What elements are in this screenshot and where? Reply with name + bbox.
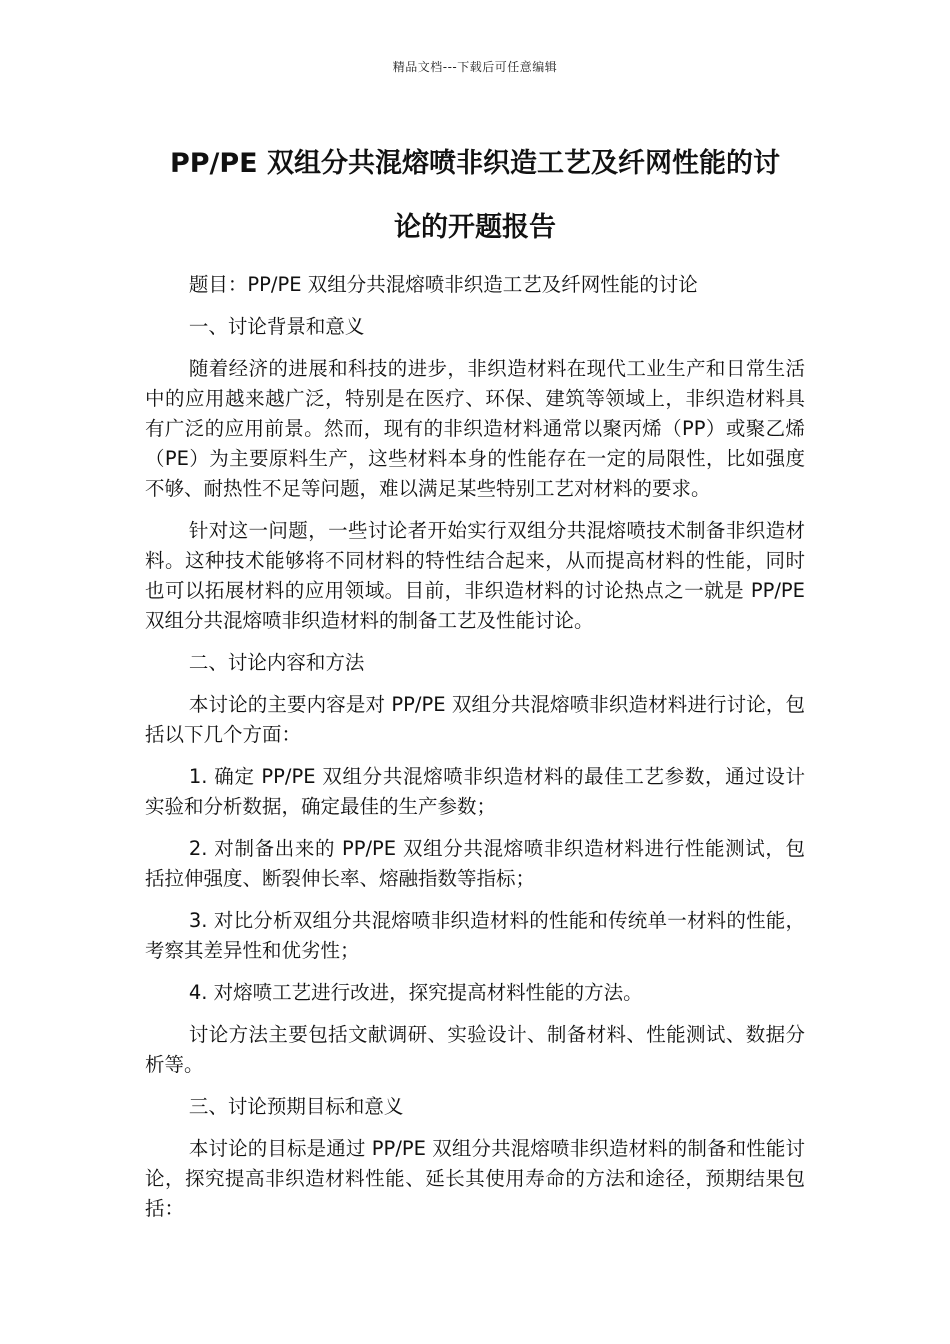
header-note: 精品文档---下载后可任意编辑 [392,60,558,74]
paragraph-technique: 针对这一问题，一些讨论者开始实行双组分共混熔喷技术制备非织造材料。这种技术能够将不同材料的特性结合起来，从而提高材料的性能，同时也可以拓展材料的应用领域。目前，非织造材料的讨论热点之一就是 PP/PE 双组分共混熔喷非织造材料的制备工艺及性能讨论。 [145,519,805,632]
title-line-2: 论的开题报告 [394,212,556,243]
section-heading-content: 二、讨论内容和方法 [188,651,365,674]
title-line-1: PP/PE 双组分共混熔喷非织造工艺及纤网性能的讨 [169,148,781,179]
list-item-4: 4. 对熔喷工艺进行改进，探究提高材料性能的方法。 [188,981,643,1004]
document-body [145,270,805,1236]
list-item-1: 1. 确定 PP/PE 双组分共混熔喷非织造材料的最佳工艺参数，通过设计实验和分析数据，确定最佳的生产参数； [145,765,805,818]
paragraph-content-intro: 本讨论的主要内容是对 PP/PE 双组分共混熔喷非织造材料进行讨论，包括以下几个方面： [145,693,805,746]
paragraph-background: 随着经济的进展和科技的进步，非织造材料在现代工业生产和日常生活中的应用越来越广泛，特别是在医疗、环保、建筑等领域上，非织造材料具有广泛的应用前景。然而，现有的非织造材料通常以聚丙烯（PP）或聚乙烯（PE）为主要原料生产，这些材料本身的性能存在一定的局限性，比如强度不够、耐热性不足等问题，难以满足某些特别工艺对材料的要求。 [145,357,805,500]
paragraph-goals: 本讨论的目标是通过 PP/PE 双组分共混熔喷非织造材料的制备和性能讨论，探究提高非织造材料性能、延长其使用寿命的方法和途径，预期结果包括： [145,1137,805,1220]
section-heading-goals: 三、讨论预期目标和意义 [188,1095,404,1118]
list-item-2: 2. 对制备出来的 PP/PE 双组分共混熔喷非织造材料进行性能测试，包括拉伸强度、断裂伸长率、熔融指数等指标； [145,837,805,890]
document-title [145,132,805,260]
paragraph-methods: 讨论方法主要包括文献调研、实验设计、制备材料、性能测试、数据分析等。 [145,1023,805,1076]
topic-line: 题目：PP/PE 双组分共混熔喷非织造工艺及纤网性能的讨论 [188,273,698,296]
section-heading-background: 一、讨论背景和意义 [188,315,365,338]
list-item-3: 3. 对比分析双组分共混熔喷非织造材料的性能和传统单一材料的性能，考察其差异性和优劣性； [145,909,805,962]
